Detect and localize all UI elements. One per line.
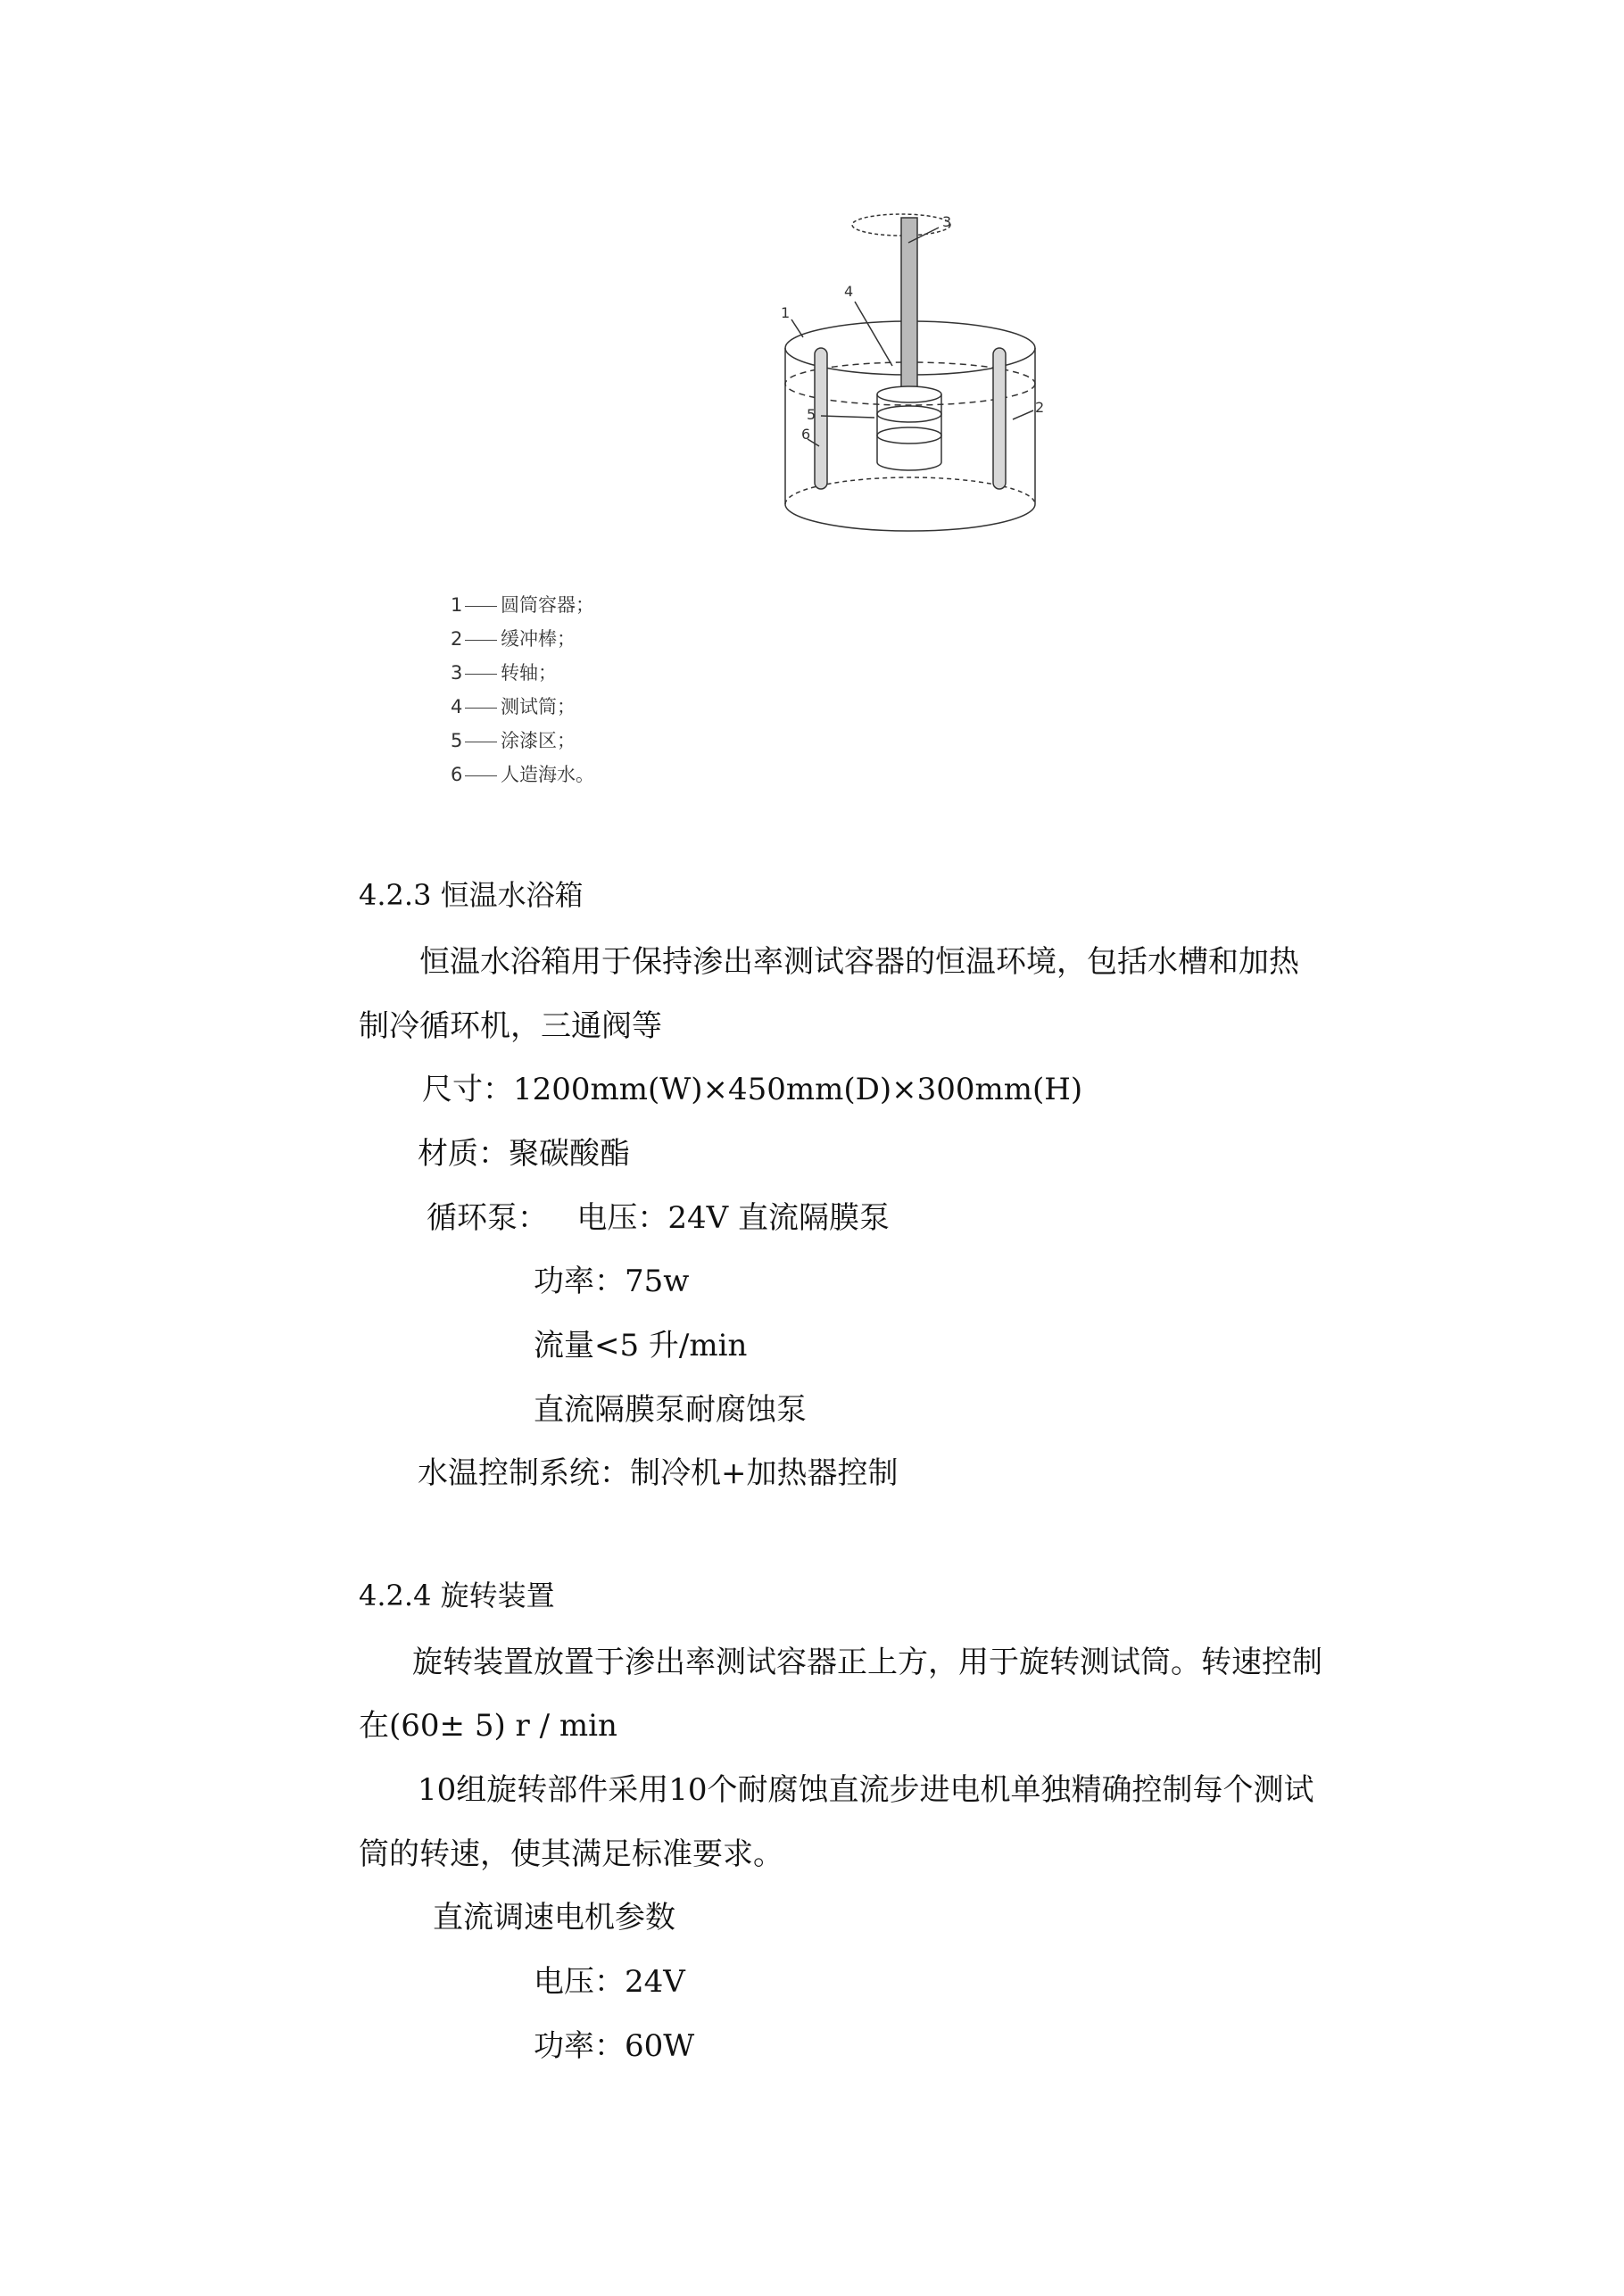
paragraph-line: 旋转装置放置于渗出率测试容器正上方，用于旋转测试筒。转速控制 (412, 1645, 1322, 1680)
callout-3: 3 (942, 213, 952, 230)
legend-item: 2 缓冲棒； (451, 628, 576, 650)
motor-params-title: 直流调速电机参数 (433, 1900, 675, 1935)
coating-band-top (877, 406, 941, 422)
shaft (901, 218, 917, 393)
legend-item: 6 人造海水。 (451, 764, 594, 785)
paragraph-line: 在(60± 5) r / min (359, 1708, 617, 1744)
callout-2: 2 (1035, 399, 1045, 416)
spec-pump-type: 直流隔膜泵耐腐蚀泵 (534, 1392, 807, 1428)
apparatus-diagram (767, 205, 1053, 535)
spec-material: 材质：聚碳酸酯 (418, 1136, 630, 1172)
spec-pump-flow: 流量<5 升/min (534, 1328, 748, 1364)
spec-pump: 循环泵： 电压：24V 直流隔膜泵 (427, 1200, 891, 1236)
legend-item: 1 圆筒容器； (451, 594, 594, 616)
buffer-rod-right (993, 348, 1006, 489)
paragraph-line: 恒温水浴箱用于保持渗出率测试容器的恒温环境，包括水槽和加热 (419, 944, 1299, 980)
callout-1: 1 (781, 304, 791, 321)
buffer-rod-left (815, 348, 827, 489)
motor-power: 功率：60W (534, 2028, 695, 2064)
legend-item: 4 测试筒； (451, 696, 576, 717)
paragraph-line: 筒的转速，使其满足标准要求。 (359, 1836, 783, 1872)
coating-band-bottom (877, 427, 941, 443)
spec-size: 尺寸：1200mm(W)×450mm(D)×300mm(H) (422, 1072, 1083, 1107)
paragraph-line: 制冷循环机，三通阀等 (359, 1008, 662, 1044)
paragraph-line: 10组旋转部件采用10个耐腐蚀直流步进电机单独精确控制每个测试 (418, 1772, 1314, 1808)
section-heading-423: 4.2.3 恒温水浴箱 (359, 878, 584, 912)
legend-item: 3 转轴； (451, 662, 557, 684)
legend-item: 5 涂漆区； (451, 730, 576, 751)
spec-temp-control: 水温控制系统：制冷机+加热器控制 (418, 1455, 899, 1491)
callout-5: 5 (807, 406, 816, 423)
spec-pump-power: 功率：75w (534, 1264, 690, 1299)
callout-6: 6 (801, 426, 811, 443)
callout-4: 4 (844, 283, 854, 300)
motor-voltage: 电压：24V (534, 1964, 685, 2000)
section-heading-424: 4.2.4 旋转装置 (359, 1579, 555, 1612)
